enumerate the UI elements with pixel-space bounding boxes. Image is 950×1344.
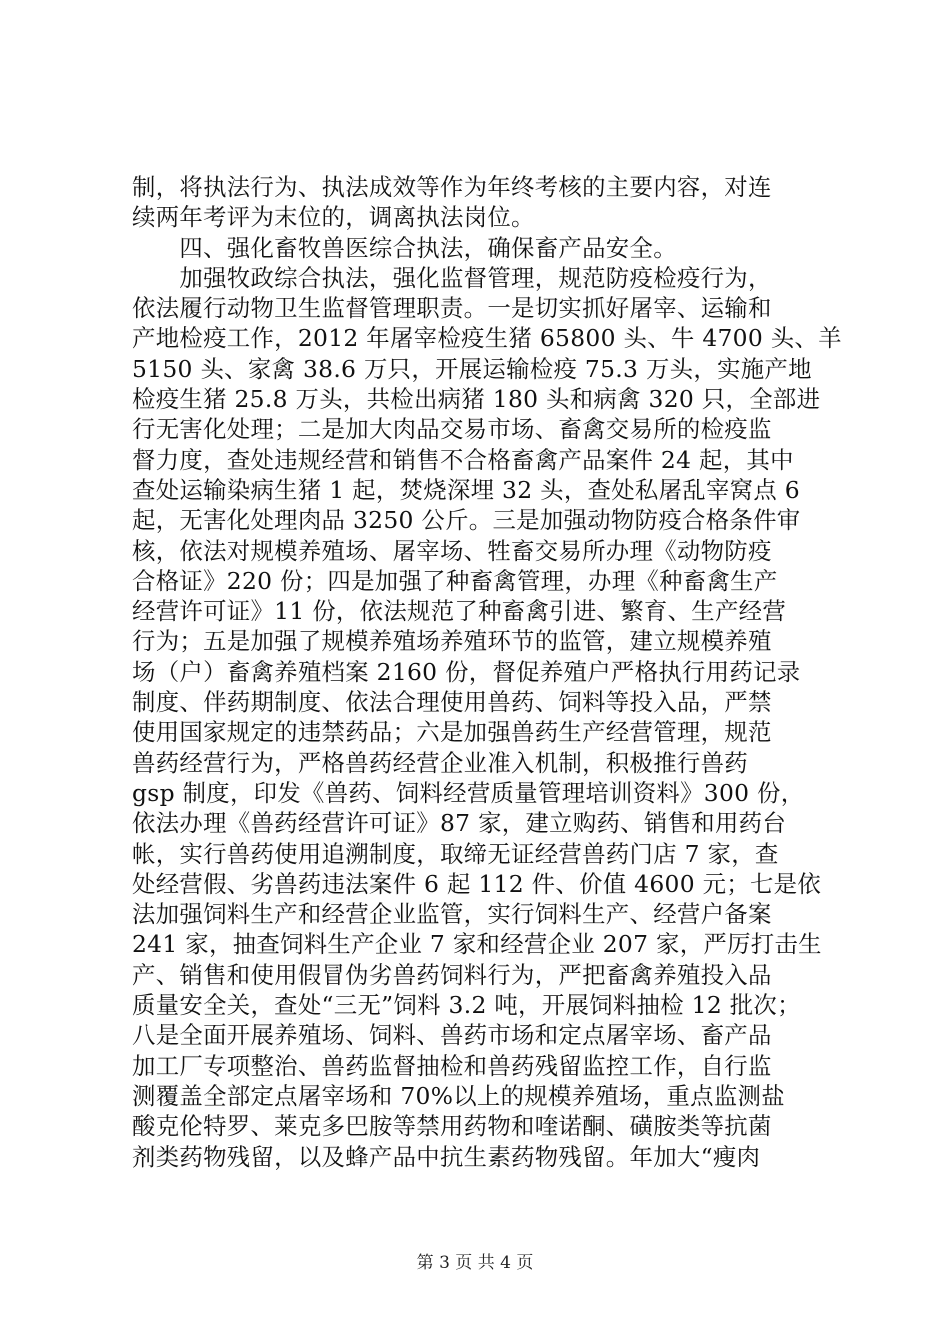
text-line: 兽药经营行为，严格兽药经营企业准入机制，积极推行兽药	[132, 748, 748, 777]
text-line: 241 家，抽查饲料生产企业 7 家和经营企业 207 家，严厉打击生	[132, 930, 822, 959]
text-line: 依法办理《兽药经营许可证》87 家，建立购药、销售和用药台	[132, 809, 787, 838]
page-footer: 第 3 页 共 4 页	[416, 1253, 534, 1273]
text-line: 查处运输染病生猪 1 起，焚烧深埋 32 头，查处私屠乱宰窝点 6	[132, 475, 800, 504]
text-line: 督力度，查处违规经营和销售不合格畜禽产品案件 24 起，其中	[132, 445, 794, 474]
text-line: 行无害化处理；二是加大肉品交易市场、畜禽交易所的检疫监	[132, 415, 772, 444]
text-line: 5150 头、家禽 38.6 万只，开展运输检疫 75.3 万头，实施产地	[132, 354, 812, 383]
text-line: 酸克伦特罗、莱克多巴胺等禁用药物和喹诺酮、磺胺类等抗菌	[132, 1112, 772, 1141]
text-line: 场（户）畜禽养殖档案 2160 份，督促养殖户严格执行用药记录	[132, 657, 801, 686]
text-line: 依法履行动物卫生监督管理职责。一是切实抓好屠宰、运输和	[132, 294, 772, 323]
text-line: 制度、伴药期制度、依法合理使用兽药、饲料等投入品，严禁	[132, 688, 772, 717]
text-line: gsp 制度，印发《兽药、饲料经营质量管理培训资料》300 份，	[132, 778, 805, 807]
text-line: 续两年考评为末位的，调离执法岗位。	[132, 203, 535, 232]
text-line: 行为；五是加强了规模养殖场养殖环节的监管，建立规模养殖	[132, 627, 772, 656]
text-line: 帐，实行兽药使用追溯制度，取缔无证经营兽药门店 7 家，查	[132, 839, 779, 868]
text-line: 检疫生猪 25.8 万头，共检出病猪 180 头和病禽 320 只，全部进	[132, 385, 821, 414]
body-text	[132, 172, 842, 1172]
text-line: 法加强饲料生产和经营企业监管，实行饲料生产、经营户备案	[132, 900, 772, 929]
text-line: 经营许可证》11 份，依法规范了种畜禽引进、繁育、生产经营	[132, 597, 787, 626]
text-line: 质量安全关，查处“三无”饲料 3.2 吨，开展饲料抽检 12 批次；	[132, 991, 801, 1020]
text-line: 处经营假、劣兽药违法案件 6 起 112 件、价值 4600 元；七是依	[132, 869, 822, 898]
text-line: 测覆盖全部定点屠宰场和 70%以上的规模养殖场，重点监测盐	[132, 1081, 785, 1110]
text-line: 加工厂专项整治、兽药监督抽检和兽药残留监控工作，自行监	[132, 1051, 772, 1080]
text-line: 加强牧政综合执法，强化监督管理，规范防疫检疫行为，	[132, 263, 772, 292]
text-line: 核，依法对规模养殖场、屠宰场、牲畜交易所办理《动物防疫	[132, 536, 772, 565]
text-line: 产地检疫工作，2012 年屠宰检疫生猪 65800 头、牛 4700 头、羊	[132, 324, 842, 353]
text-line: 八是全面开展养殖场、饲料、兽药市场和定点屠宰场、畜产品	[132, 1021, 772, 1050]
text-line: 剂类药物残留，以及蜂产品中抗生素药物残留。年加大“瘦肉	[132, 1142, 761, 1171]
text-line: 四、强化畜牧兽医综合执法，确保畜产品安全。	[132, 233, 677, 262]
text-line: 合格证》220 份；四是加强了种畜禽管理，办理《种畜禽生产	[132, 566, 778, 595]
text-line: 起，无害化处理肉品 3250 公斤。三是加强动物防疫合格条件审	[132, 506, 801, 535]
text-line: 使用国家规定的违禁药品；六是加强兽药生产经营管理，规范	[132, 718, 772, 747]
text-line: 产、销售和使用假冒伪劣兽药饲料行为，严把畜禽养殖投入品	[132, 960, 772, 989]
text-line: 制，将执法行为、执法成效等作为年终考核的主要内容，对连	[132, 173, 772, 201]
